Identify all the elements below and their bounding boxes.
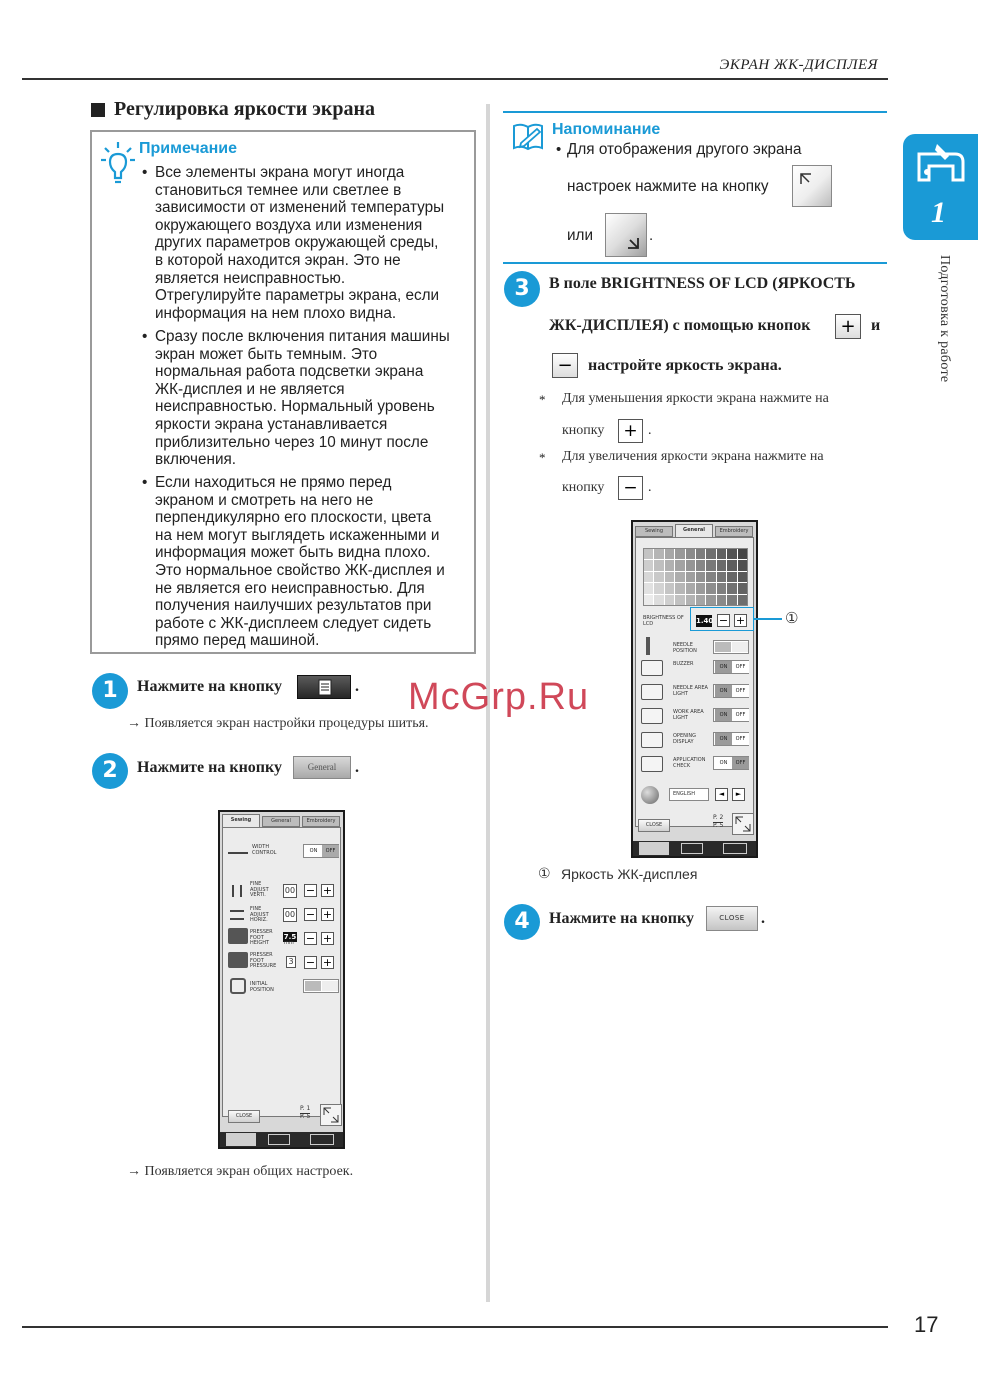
palette-cell xyxy=(686,560,695,570)
caption-marker: ① xyxy=(538,866,551,882)
fine-horiz-value: 00 xyxy=(283,908,297,922)
step-2-text: Нажмите на кнопку xyxy=(137,759,282,776)
initial-position-option-up xyxy=(305,981,321,991)
callout-line xyxy=(754,618,782,620)
step-3-line-3: настройте яркость экрана. xyxy=(588,357,782,374)
memo-line-3: или xyxy=(567,227,594,244)
lcd1-machine-key[interactable] xyxy=(268,1134,290,1145)
palette-cell xyxy=(727,595,736,605)
note-bullet-line: ЖК-дисплея и не является xyxy=(155,380,345,398)
needle-position-down xyxy=(732,642,748,652)
lcd1-panel xyxy=(222,827,341,1117)
lcd2-row-icon xyxy=(641,708,663,724)
note-bullet-line: является неисправностью. xyxy=(155,269,346,287)
lcd1-page-current: P. 1 xyxy=(300,1105,311,1112)
palette-cell xyxy=(696,560,705,570)
presser-height-icon xyxy=(228,928,248,944)
lcd1-presser-height-label: PRESSER FOOT HEIGHT xyxy=(250,929,273,946)
presser-height-unit: mm xyxy=(284,940,294,946)
plus-button-inline[interactable]: + xyxy=(835,314,861,339)
toggle-off: OFF xyxy=(732,757,749,769)
palette-cell xyxy=(727,560,736,570)
lcd2-needle-position-label: NEEDLE POSITION xyxy=(673,642,697,654)
palette-cell xyxy=(727,572,736,582)
step-4-badge: 4 xyxy=(504,904,540,940)
step-1-badge: 1 xyxy=(92,673,128,709)
palette-cell xyxy=(686,595,695,605)
presser-pressure-icon xyxy=(228,952,248,968)
lcd2-row-label: BUZZER xyxy=(673,661,694,667)
note-bullet-line: окружающего воздуха или изменения xyxy=(155,216,423,234)
palette-cell xyxy=(644,549,653,559)
step-3-line-2: ЖК-ДИСПЛЕЯ) с помощью кнопок xyxy=(549,317,811,334)
lcd1-body xyxy=(220,812,343,1132)
palette-cell xyxy=(717,549,726,559)
lcd-screen-sewing xyxy=(218,810,345,1149)
sewing-settings-button[interactable] xyxy=(297,675,351,699)
lcd2-brightness-label: BRIGHTNESS OF LCD xyxy=(643,615,684,627)
lcd1-page-total: P. 5 xyxy=(300,1113,311,1120)
palette-cell xyxy=(686,583,695,593)
palette-cell xyxy=(665,572,674,582)
brightness-plus-button[interactable]: + xyxy=(735,614,746,627)
lcd-screen-general xyxy=(631,520,758,858)
chapter-title: Подготовка к работе xyxy=(937,255,952,383)
palette-cell xyxy=(738,572,747,582)
palette-cell xyxy=(738,583,747,593)
note-bullet-line: получения наилучших результатов при xyxy=(155,597,432,615)
memo-top-rule xyxy=(503,111,887,113)
lcd1-width-control-label: WIDTH CONTROL xyxy=(252,844,277,856)
fine-horiz-minus-button[interactable]: − xyxy=(305,908,316,921)
note-bullet-line: яркости экрана устанавливается xyxy=(155,416,388,433)
note-bullet-line: прямо перед машиной. xyxy=(155,632,320,650)
toggle-on: ON xyxy=(715,757,732,769)
lcd2-row-icon xyxy=(641,660,663,676)
palette-cell xyxy=(696,549,705,559)
note-bullet-line: экран может быть темным. Это xyxy=(155,345,378,363)
toggle-off: OFF xyxy=(732,733,749,745)
presser-height-plus-button[interactable]: + xyxy=(322,932,333,945)
palette-cell xyxy=(644,595,653,605)
palette-cell xyxy=(706,595,715,605)
lcd2-tab-general[interactable]: General xyxy=(675,524,713,537)
note-bullet-line: других параметров окружающей среды, xyxy=(155,234,439,252)
hint-2-minus-button[interactable]: − xyxy=(618,476,643,500)
lcd2-tab-sewing[interactable]: Sewing xyxy=(635,526,673,537)
palette-cell xyxy=(665,549,674,559)
palette-cell xyxy=(706,560,715,570)
palette-cell xyxy=(727,549,736,559)
footer-rule xyxy=(22,1326,888,1328)
lcd2-row-icon xyxy=(641,756,663,772)
step-1-period: . xyxy=(355,678,359,695)
step-2-result: → Появляется экран общих настроек. xyxy=(127,1164,354,1179)
memo-bottom-rule xyxy=(503,262,887,264)
note-bullet-line: не является его неисправностью. Для xyxy=(155,579,425,597)
palette-cell xyxy=(717,595,726,605)
initial-position-selector[interactable] xyxy=(303,979,339,993)
palette-cell xyxy=(665,560,674,570)
toggle-on: ON xyxy=(715,709,732,721)
hint-1-line-2: кнопку xyxy=(562,423,605,438)
section-title: Регулировка яркости экрана xyxy=(114,98,376,120)
note-bullet-line: Все элементы экрана могут иногда xyxy=(155,164,405,181)
presser-pressure-minus-button[interactable]: − xyxy=(305,956,316,969)
lcd1-fine-vert-label: FINE ADJUST VERTI. xyxy=(250,881,269,898)
palette-cell xyxy=(675,549,684,559)
palette-cell xyxy=(727,583,736,593)
palette-cell xyxy=(686,549,695,559)
palette-cell xyxy=(738,595,747,605)
note-bullet-line: перпендикулярно его плоскости, цвета xyxy=(155,509,432,527)
palette-cell xyxy=(706,549,715,559)
needle-position-up xyxy=(715,642,731,652)
needle-position-icon xyxy=(646,637,650,655)
width-control-on: ON xyxy=(305,845,322,857)
lcd1-tab-sewing[interactable]: Sewing xyxy=(222,814,260,827)
lcd2-tab-embroidery[interactable]: Embroidery xyxy=(715,526,753,537)
gray-palette-grid xyxy=(643,548,748,606)
language-value: ENGLISH xyxy=(669,788,709,801)
palette-cell xyxy=(738,549,747,559)
lcd2-body xyxy=(633,522,756,841)
width-control-toggle[interactable] xyxy=(303,844,339,858)
lcd2-row-label: APPLICATION CHECK xyxy=(673,757,706,769)
hint-1-star: * xyxy=(539,392,546,407)
palette-cell xyxy=(654,572,663,582)
lcd2-row-icon xyxy=(641,684,663,700)
lcd1-close-button[interactable]: CLOSE xyxy=(228,1110,260,1123)
hint-2-star: * xyxy=(539,450,546,465)
fine-vert-value: 00 xyxy=(283,884,297,898)
palette-cell xyxy=(665,595,674,605)
presser-pressure-value: 3 xyxy=(286,956,296,968)
palette-cell xyxy=(654,560,663,570)
memo-pencil-icon xyxy=(511,121,545,153)
hint-2-period: . xyxy=(648,480,652,495)
callout-marker: ① xyxy=(785,609,799,627)
note-box xyxy=(90,130,476,654)
lcd2-row-toggle[interactable] xyxy=(713,708,749,722)
note-bullet-line: Это нормальное свойство ЖК-дисплея и xyxy=(155,562,445,579)
note-bullet-line: нормальная работа подсветки экрана xyxy=(155,363,424,381)
language-prev-button[interactable]: ◄ xyxy=(715,788,728,801)
lcd1-page-nav-button[interactable] xyxy=(320,1104,342,1126)
lcd1-initial-position-label: INITIAL POSITION xyxy=(250,981,274,993)
toggle-on: ON xyxy=(715,661,732,673)
page-nav-arrows-icon xyxy=(733,814,753,834)
note-bullet-line: Отрегулируйте параметры экрана, если xyxy=(155,287,440,305)
lcd2-page-current: P. 2 xyxy=(713,814,724,821)
palette-cell xyxy=(675,572,684,582)
language-globe-icon xyxy=(641,786,659,804)
note-bullet-line: информация на нем плохо видна. xyxy=(155,304,397,322)
settings-page-icon xyxy=(318,679,332,696)
toggle-on: ON xyxy=(715,733,732,745)
lcd1-bottom-bar xyxy=(220,1132,343,1147)
palette-cell xyxy=(717,560,726,570)
lcd2-row-label: WORK AREA LIGHT xyxy=(673,709,704,721)
needle-position-selector[interactable] xyxy=(713,640,749,654)
fine-vert-minus-button[interactable]: − xyxy=(305,884,316,897)
hint-1-plus-button[interactable]: + xyxy=(618,419,643,443)
brightness-highlight xyxy=(690,607,754,631)
lcd1-tab-embroidery[interactable]: Embroidery xyxy=(302,816,340,827)
note-bullet-line: включения. xyxy=(155,451,237,469)
arrow-down-right-icon xyxy=(606,214,646,256)
note-bullet-dot: • xyxy=(142,164,148,181)
note-title: Примечание xyxy=(139,140,238,157)
palette-cell xyxy=(675,560,684,570)
next-page-button[interactable] xyxy=(605,213,647,257)
note-bullet-dot: • xyxy=(142,474,148,491)
toggle-off: OFF xyxy=(732,685,749,697)
arrow-up-left-icon xyxy=(793,166,831,206)
lcd2-close-button[interactable]: CLOSE xyxy=(638,819,670,832)
note-bullet-line: становиться темнее или светлее в xyxy=(155,181,402,199)
hint-1-line-1: Для уменьшения яркости экрана нажмите на xyxy=(562,391,829,406)
fine-adjust-horiz-icon xyxy=(230,910,244,920)
step-3-line-1: В поле BRIGHTNESS OF LCD (ЯРКОСТЬ xyxy=(549,275,856,292)
general-tab-button[interactable] xyxy=(293,756,351,779)
note-bullet-line: работе с ЖК-дисплеем следует сидеть xyxy=(155,614,432,632)
toggle-off: OFF xyxy=(732,661,749,673)
palette-cell xyxy=(706,572,715,582)
lcd1-presser-pressure-label: PRESSER FOOT PRESSURE xyxy=(250,952,277,969)
lcd2-row-toggle[interactable] xyxy=(713,660,749,674)
prev-page-button[interactable] xyxy=(792,165,832,207)
memo-bullet: • xyxy=(556,141,562,158)
brightness-minus-button[interactable]: − xyxy=(718,614,729,627)
lcd1-help-key[interactable] xyxy=(310,1134,334,1145)
note-bullet-line: Если находиться не прямо перед xyxy=(155,474,392,491)
width-control-off: OFF xyxy=(322,845,339,857)
chapter-tab xyxy=(903,134,978,240)
palette-cell xyxy=(644,583,653,593)
palette-cell xyxy=(706,583,715,593)
language-next-button[interactable]: ► xyxy=(732,788,745,801)
presser-height-value: 7.5 xyxy=(283,933,297,941)
fine-horiz-plus-button[interactable]: + xyxy=(322,908,333,921)
minus-button-inline[interactable]: − xyxy=(552,353,578,378)
palette-cell xyxy=(665,583,674,593)
lcd2-page-nav-button[interactable] xyxy=(732,813,754,835)
step-3-and: и xyxy=(871,317,881,334)
palette-cell xyxy=(654,595,663,605)
step-4-text: Нажмите на кнопку xyxy=(549,910,694,927)
close-button[interactable] xyxy=(706,906,758,931)
toggle-off: OFF xyxy=(732,709,749,721)
header-rule xyxy=(22,78,888,80)
lcd2-row-label: NEEDLE AREA LIGHT xyxy=(673,685,708,697)
palette-cell xyxy=(675,595,684,605)
section-marker xyxy=(91,103,105,117)
page-nav-arrows-icon xyxy=(321,1105,341,1125)
note-bullet-line: Сразу после включения питания машины xyxy=(155,328,450,345)
memo-line-2: настроек нажмите на кнопку xyxy=(567,178,769,195)
running-title: ЭКРАН ЖК-ДИСПЛЕЯ xyxy=(719,57,878,73)
lcd2-settings-key[interactable] xyxy=(639,842,669,855)
toggle-on: ON xyxy=(715,685,732,697)
palette-cell xyxy=(696,572,705,582)
memo-title: Напоминание xyxy=(552,121,661,138)
note-bullet-line: на нем могут выглядеть искаженными и xyxy=(155,526,440,544)
brightness-value: 1.40 xyxy=(696,617,714,625)
lightbulb-icon xyxy=(100,140,136,188)
palette-cell xyxy=(654,583,663,593)
lcd2-row-toggle[interactable] xyxy=(713,732,749,746)
width-control-icon xyxy=(228,844,248,854)
lcd1-tab-general[interactable]: General xyxy=(262,816,300,827)
hint-2-line-1: Для увеличения яркости экрана нажмите на xyxy=(562,449,824,464)
memo-period: . xyxy=(649,227,654,244)
hint-2-line-2: кнопку xyxy=(562,480,605,495)
note-bullet-dot: • xyxy=(142,328,148,345)
palette-cell xyxy=(717,572,726,582)
fine-adjust-vert-icon xyxy=(232,885,242,897)
palette-cell xyxy=(686,572,695,582)
palette-cell xyxy=(738,560,747,570)
page-number: 17 xyxy=(914,1312,939,1337)
presser-height-minus-button[interactable]: − xyxy=(305,932,316,945)
step-1-result: → Появляется экран настройки процедуры шитья. xyxy=(127,716,429,731)
close-button-label: CLOSE xyxy=(719,914,745,922)
palette-cell xyxy=(696,595,705,605)
step-1-text: Нажмите на кнопку xyxy=(137,678,282,695)
step-4-period: . xyxy=(761,910,765,927)
palette-cell xyxy=(644,572,653,582)
palette-cell xyxy=(644,560,653,570)
lcd2-help-key[interactable] xyxy=(723,843,747,854)
fine-vert-plus-button[interactable]: + xyxy=(322,884,333,897)
lcd2-row-label: OPENING DISPLAY xyxy=(673,733,696,745)
step-2-period: . xyxy=(355,759,359,776)
lcd2-bottom-bar xyxy=(633,841,756,856)
memo-line-1: Для отображения другого экрана xyxy=(567,141,802,158)
note-bullet-line: приблизительно через 10 минут после xyxy=(155,433,429,451)
watermark: McGrp.Ru xyxy=(408,676,590,718)
step-2-badge: 2 xyxy=(92,753,128,789)
note-bullet-line: в которой находится экран. Это не xyxy=(155,252,401,269)
initial-position-option-down xyxy=(322,981,338,991)
palette-cell xyxy=(654,549,663,559)
note-bullet-line: информация может быть видна плохо. xyxy=(155,544,431,562)
presser-pressure-plus-button[interactable]: + xyxy=(322,956,333,969)
lcd2-row-toggle[interactable] xyxy=(713,756,749,770)
chapter-number: 1 xyxy=(931,196,946,229)
lcd2-machine-key[interactable] xyxy=(681,843,703,854)
palette-cell xyxy=(717,583,726,593)
lcd1-settings-key[interactable] xyxy=(226,1133,256,1146)
lcd2-row-toggle[interactable] xyxy=(713,684,749,698)
note-bullet-line: экраном и смотреть на него не xyxy=(155,491,374,509)
sewing-machine-icon xyxy=(915,142,969,184)
step-3-badge: 3 xyxy=(504,271,540,307)
lcd1-fine-horiz-label: FINE ADJUST HORIZ. xyxy=(250,906,269,923)
caption-text: Яркость ЖК-дисплея xyxy=(561,866,698,882)
lcd2-row-icon xyxy=(641,732,663,748)
hint-1-period: . xyxy=(648,423,652,438)
general-tab-button-label: General xyxy=(307,762,337,772)
initial-position-icon xyxy=(230,978,246,994)
note-bullet-line: зависимости от изменений температуры xyxy=(155,199,445,217)
palette-cell xyxy=(696,583,705,593)
note-bullet-line: неисправностью. Нормальный уровень xyxy=(155,398,435,416)
palette-cell xyxy=(675,583,684,593)
lcd2-page-total: P. 5 xyxy=(713,822,724,829)
